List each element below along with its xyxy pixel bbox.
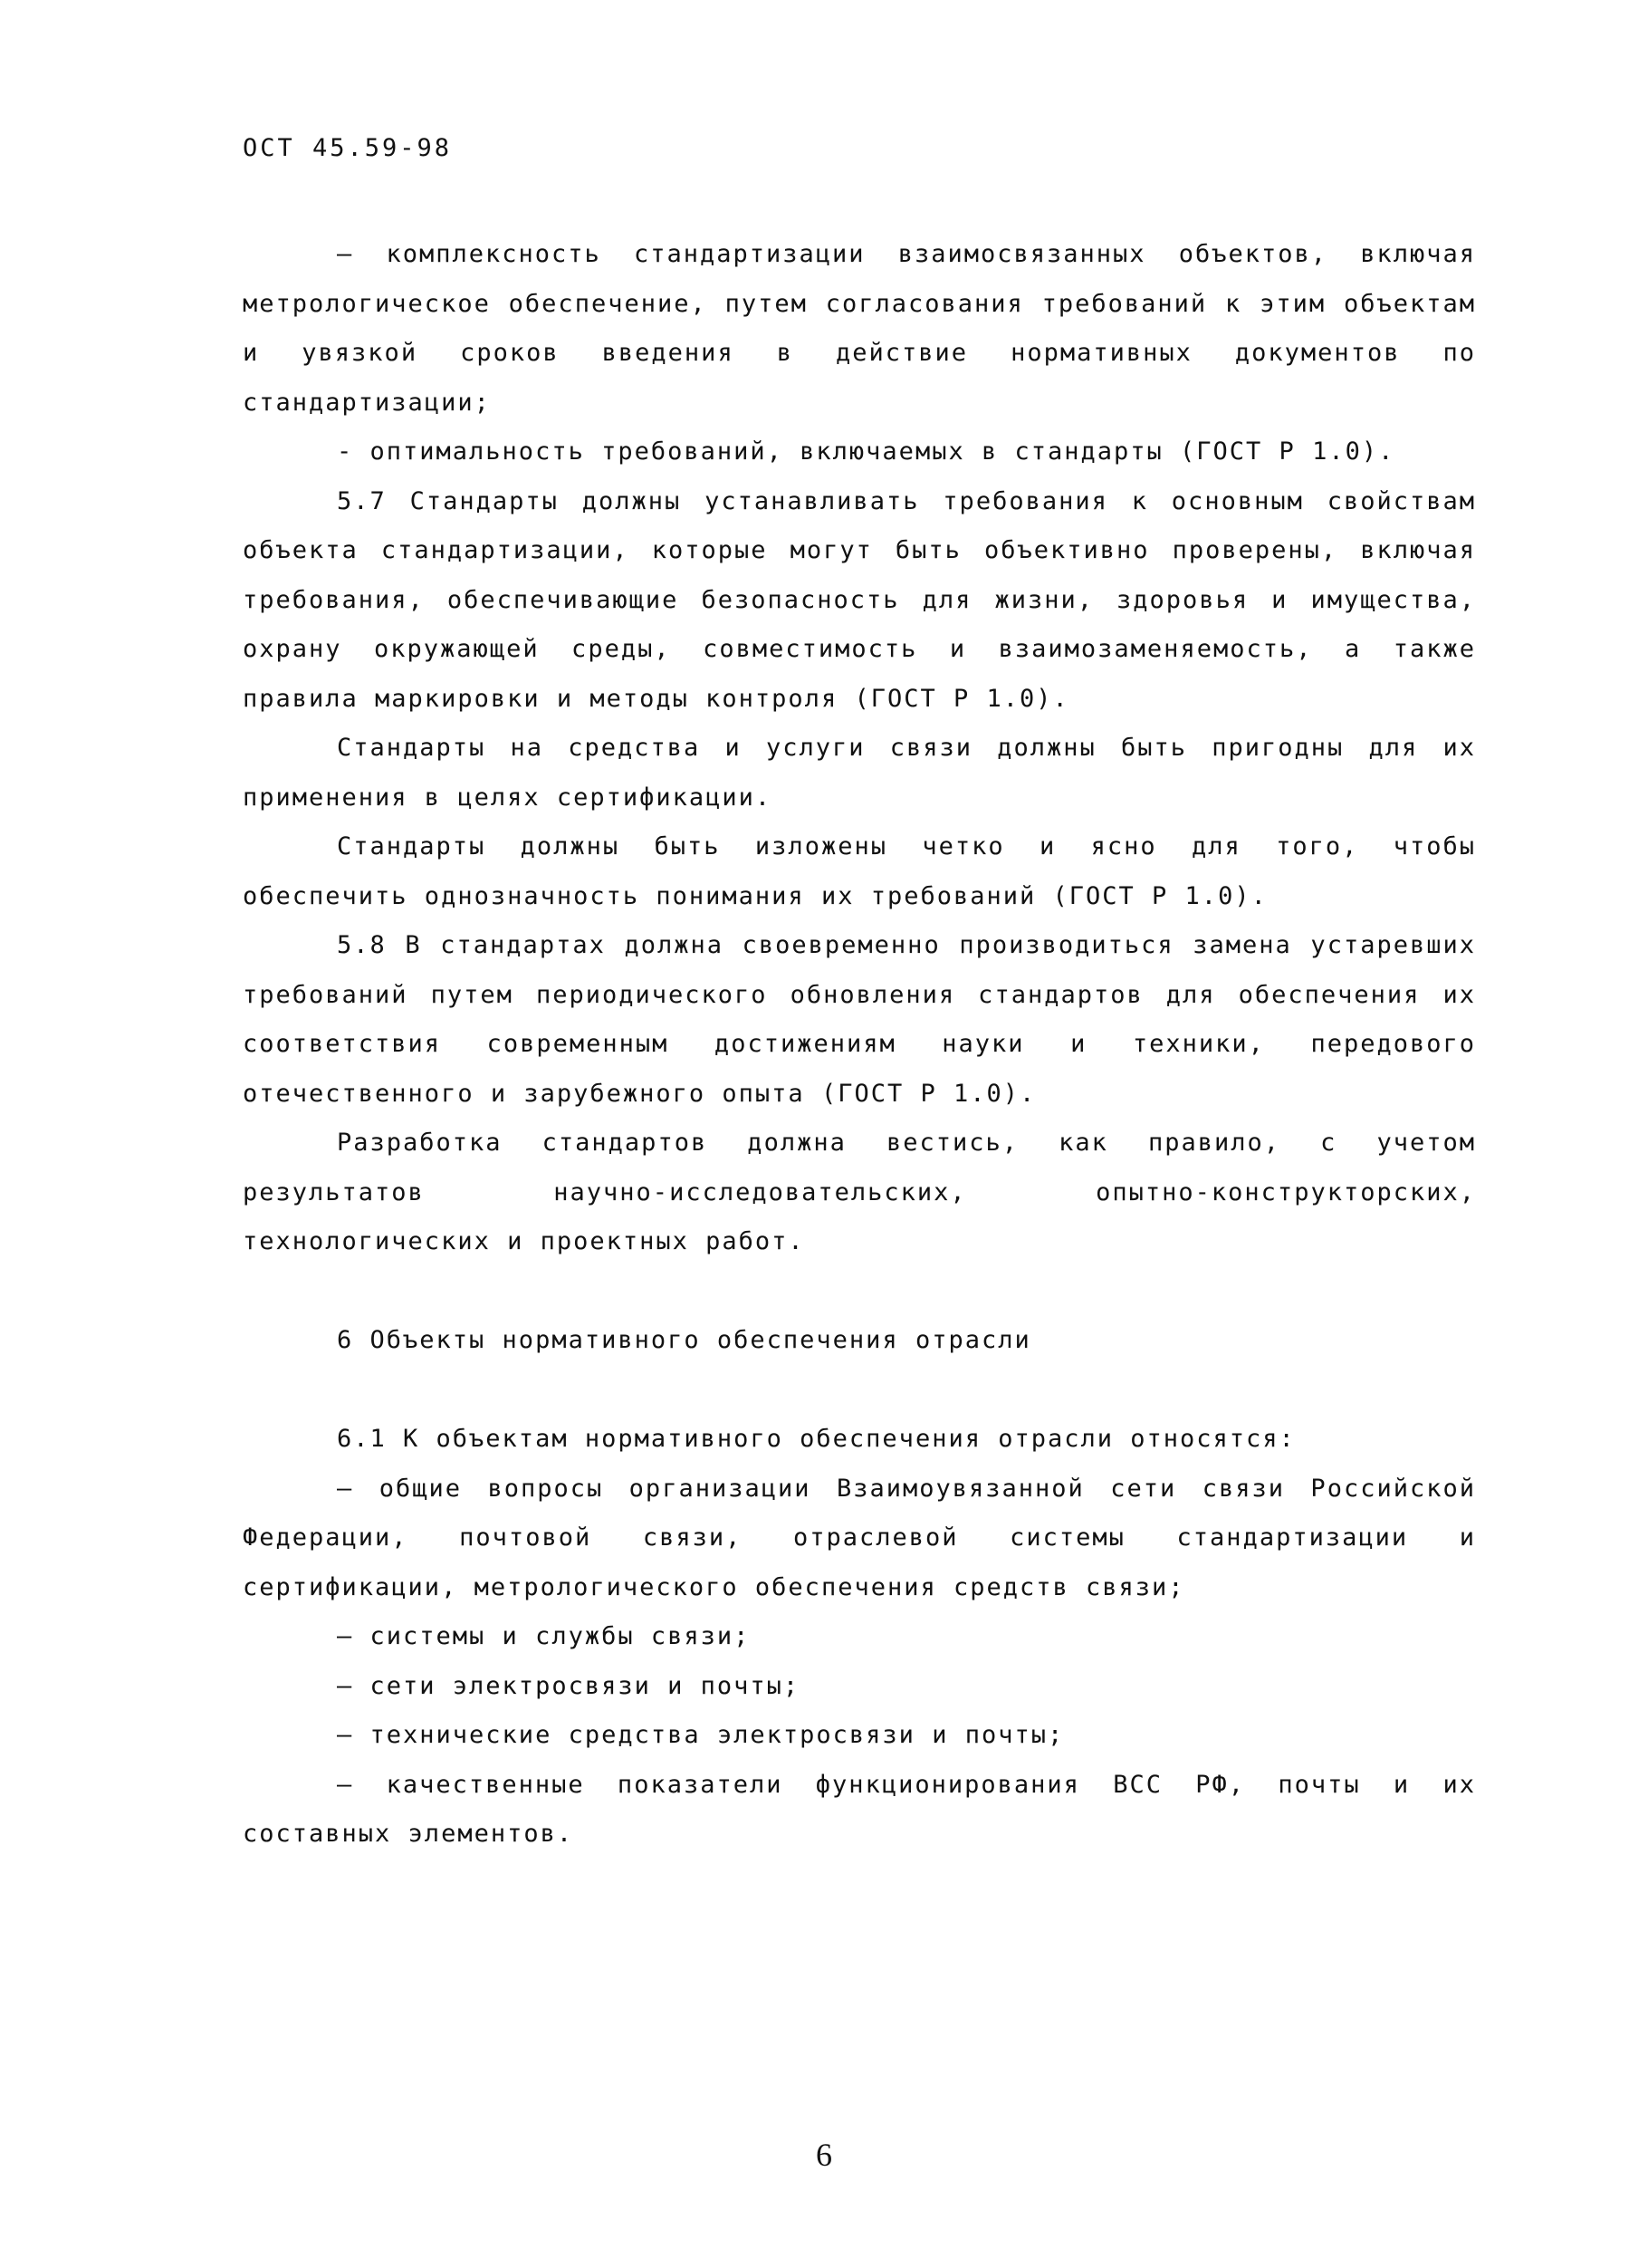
paragraph-comprehensiveness: – комплексность стандартизации взаимосвязанных объектов, включая метрологическое обеспечение, путем согласования требований к этим объектам и увязкой сроков введения в действие нормативных документов по стандартизации; bbox=[243, 240, 1476, 417]
paragraph-clarity: Стандарты должны быть изложены четко и ясно для того, чтобы обеспечить однозначность понимания их требований (ГОСТ Р 1.0). bbox=[243, 832, 1476, 910]
document-code: ОСТ 45.59-98 bbox=[243, 134, 453, 162]
paragraph-development: Разработка стандартов должна вестись, как правило, с учетом результатов научно-исследовательских, опытно-конструкторских, технологических и проектных работ. bbox=[243, 1129, 1476, 1255]
section-spacer bbox=[243, 1267, 1476, 1317]
list-item-technical-means: – технические средства электросвязи и почты; bbox=[337, 1721, 1065, 1749]
paragraph-6-1: 6.1 К объектам нормативного обеспечения отрасли относятся: bbox=[337, 1425, 1296, 1453]
paragraph-optimality: - оптимальность требований, включаемых в стандарты (ГОСТ Р 1.0). bbox=[337, 437, 1395, 466]
document-body bbox=[243, 230, 1476, 1860]
page-number: 6 bbox=[816, 2137, 832, 2173]
section-6-title: 6 Объекты нормативного обеспечения отрасли bbox=[337, 1326, 1031, 1354]
list-item-general-questions: – общие вопросы организации Взаимоувязанной сети связи Российской Федерации, почтовой связи, отраслевой системы стандартизации и сертификации, метрологического обеспечения средств связи; bbox=[243, 1474, 1476, 1601]
list-item-quality-indicators: – качественные показатели функционирования ВСС РФ, почты и их составных элементов. bbox=[243, 1770, 1476, 1848]
paragraph-5-8: 5.8 В стандартах должна своевременно производиться замена устаревших требований путем периодического обновления стандартов для обеспечения их соответствия современным достижениям науки и техники, передового отечественного и зарубежного опыта (ГОСТ Р 1.0). bbox=[243, 931, 1476, 1108]
paragraph-certification: Стандарты на средства и услуги связи должны быть пригодны для их применения в целях сертификации. bbox=[243, 734, 1476, 812]
list-item-systems-services: – системы и службы связи; bbox=[337, 1622, 751, 1650]
section-spacer bbox=[243, 1366, 1476, 1416]
list-item-networks: – сети электросвязи и почты; bbox=[337, 1671, 800, 1700]
paragraph-5-7: 5.7 Стандарты должны устанавливать требования к основным свойствам объекта стандартизации, которые могут быть объективно проверены, включая требования, обеспечивающие безопасность для жизни, здоровья и имущества, охрану окружающей среды, совместимость и взаимозаменяемость, а также правила маркировки и методы контроля (ГОСТ Р 1.0). bbox=[243, 486, 1476, 713]
